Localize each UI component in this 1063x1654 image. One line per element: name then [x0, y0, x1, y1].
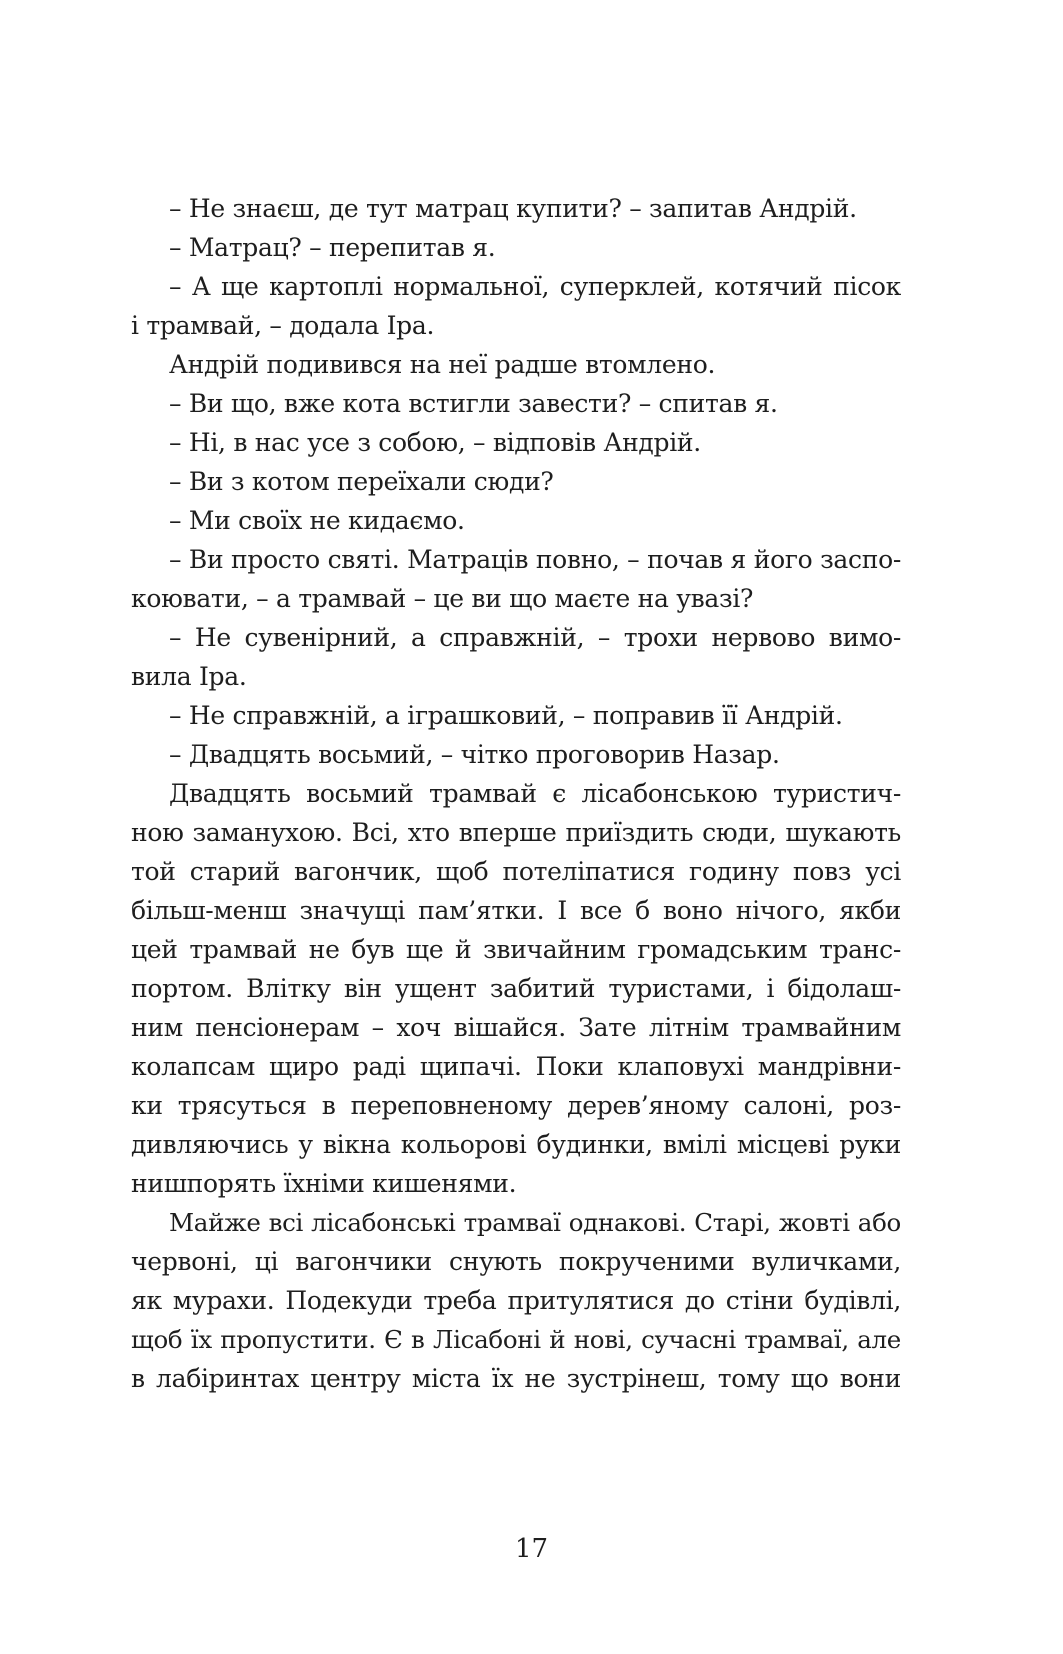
text-line: – Ви що, вже кота встигли завести? – спитав я.	[169, 389, 778, 418]
text-line: – Ми своїх не кидаємо.	[169, 506, 465, 535]
text-line: – А ще картоплі нормальної, суперклей, котячий пісок	[169, 272, 901, 301]
text-line: – Не справжній, а іграшковий, – поправив її Андрій.	[169, 701, 843, 730]
page-number: 17	[514, 1534, 549, 1564]
text-line: цей трамвай не був ще й звичайним громадським транс-	[131, 935, 901, 964]
text-line: ною заманухою. Всі, хто вперше приїздить сюди, шукають	[131, 818, 901, 847]
text-line: коювати, – а трамвай – це ви що маєте на увазі?	[131, 584, 754, 613]
text-line: Двадцять восьмий трамвай є лісабонською туристич-	[169, 779, 901, 808]
text-line: – Ви просто святі. Матраців повно, – почав я його заспо-	[169, 545, 901, 574]
text-line: і трамвай, – додала Іра.	[131, 311, 435, 340]
text-line: щоб їх пропустити. Є в Лісабоні й нові, сучасні трамваї, але	[131, 1325, 901, 1354]
text-line: колапсам щиро раді щипачі. Поки клаповухі мандрівни-	[131, 1052, 901, 1081]
text-line: вила Іра.	[131, 662, 247, 691]
text-line: – Матрац? – перепитав я.	[169, 233, 496, 262]
text-line: більш-менш значущі пам’ятки. І все б воно нічого, якби	[131, 896, 901, 925]
text-line: в лабіринтах центру міста їх не зустрінеш, тому що вони	[131, 1364, 901, 1393]
text-line: ним пенсіонерам – хоч вішайся. Зате літнім трамвайним	[131, 1013, 901, 1042]
text-line: – Двадцять восьмий, – чітко проговорив Назар.	[169, 740, 780, 769]
text-line: – Ви з котом переїхали сюди?	[169, 467, 554, 496]
text-line: Андрій подивився на неї радше втомлено.	[169, 350, 716, 379]
text-line: як мурахи. Подекуди треба притулятися до стіни будівлі,	[131, 1286, 901, 1315]
text-line: Майже всі лісабонські трамваї однакові. Старі, жовті або	[169, 1208, 901, 1237]
text-line: – Ні, в нас усе з собою, – відповів Андрій.	[169, 428, 701, 457]
text-line: дивляючись у вікна кольорові будинки, вмілі місцеві руки	[131, 1130, 901, 1159]
body-text	[131, 189, 901, 1398]
text-line: червоні, ці вагончики снують покрученими вуличками,	[131, 1247, 901, 1276]
text-line: – Не знаєш, де тут матрац купити? – запитав Андрій.	[169, 194, 857, 223]
text-line: той старий вагончик, щоб потеліпатися годину повз усі	[131, 857, 901, 886]
text-line: – Не сувенірний, а справжній, – трохи нервово вимо-	[169, 623, 901, 652]
text-line: нишпорять їхніми кишенями.	[131, 1169, 517, 1198]
text-line: ки трясуться в переповненому дерев’яному салоні, роз-	[131, 1091, 901, 1120]
text-line: портом. Влітку він ущент забитий туристами, і бідолаш-	[131, 974, 901, 1003]
